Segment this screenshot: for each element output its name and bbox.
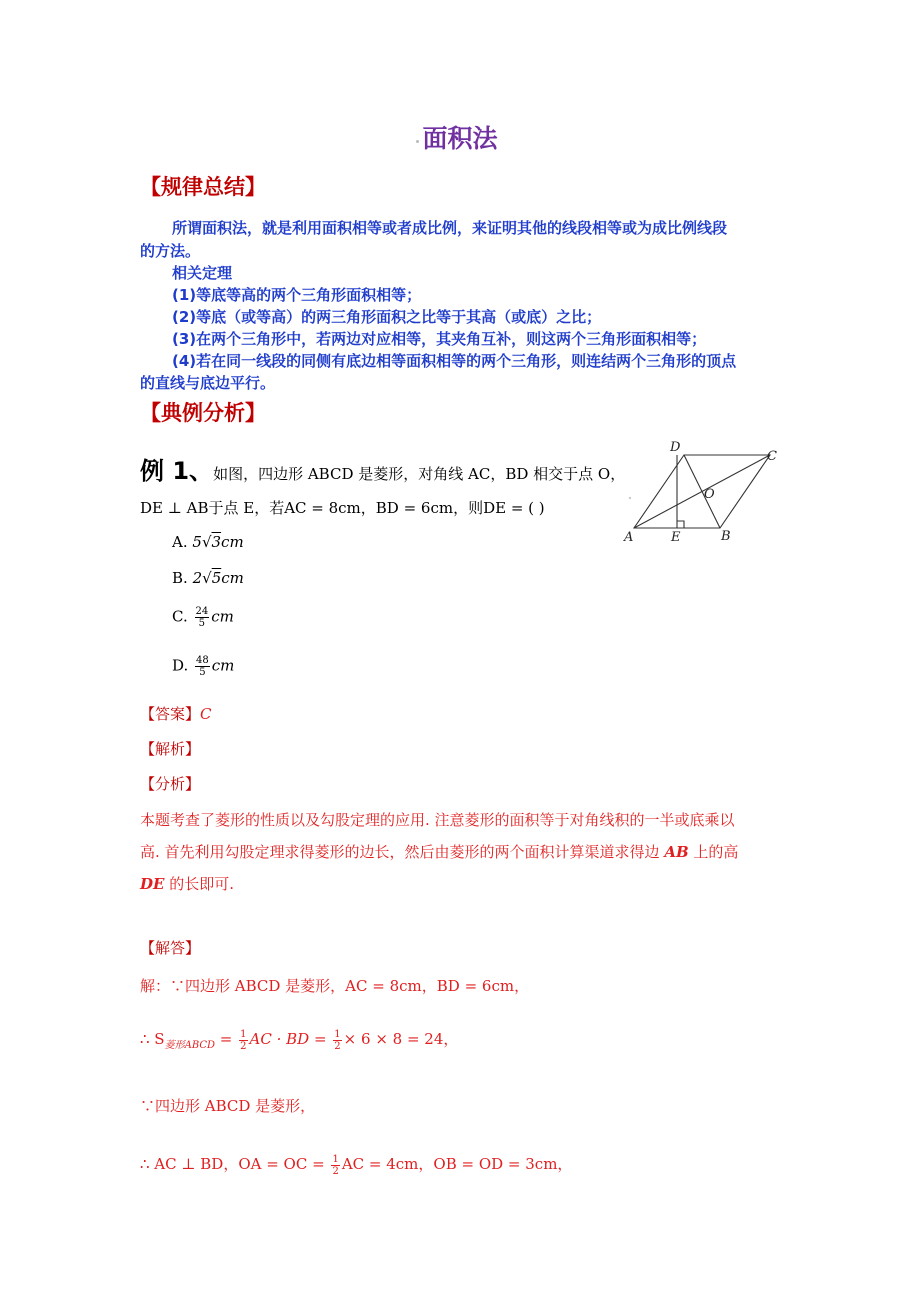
solution-line-4: ∴ AC ⊥ BD，OA = OC = $\frac{1}{2}$ AC = 4cm，OB = OD = 3cm， [140, 1153, 573, 1177]
option-a[interactable] [172, 533, 244, 551]
example-1-label: 例 1、 [140, 457, 214, 485]
theorem-item-4-continued: 的直线与底边平行。 [140, 374, 276, 392]
example-1-stem [140, 451, 625, 486]
analysis-paragraph [140, 804, 790, 900]
rules-intro-line-1: 所谓面积法，就是利用面积相等或者成比例，来证明其他的线段相等或为成比例线段 [172, 219, 728, 237]
half-fraction: $\frac{1}{2}$ [334, 1028, 341, 1052]
option-d-fraction: $\frac{48}{5}$ [196, 655, 209, 678]
section-heading-examples: 【典例分析】 [140, 401, 266, 425]
analysis-line-2: 高. 首先利用勾股定理求得菱形的边长，然后由菱形的两个面积计算渠道求得边 AB 上的高 [140, 843, 739, 861]
option-d[interactable]: D. $\frac{48}{5}$ cm [172, 655, 235, 678]
jiexi-label: 【解析】 [140, 740, 201, 758]
solution-line-2: ∴ $S_{菱形ABCD}$ = $\frac{1}{2}$ AC · BD = $\frac{1}{2}$ × 6 × 8 = 24， [140, 1028, 459, 1052]
theorem-item-3: (3)在两个三角形中，若两边对应相等，其夹角互补，则这两个三角形面积相等； [172, 330, 707, 348]
page-title: 面积法 [422, 124, 498, 153]
option-b-letter: B. [172, 569, 188, 587]
scan-speck [629, 497, 631, 499]
point-label-b: B [721, 529, 731, 544]
half-fraction: $\frac{1}{2}$ [240, 1028, 247, 1052]
option-b-value: 2√5cm [192, 569, 244, 587]
option-c-letter: C. [172, 607, 188, 626]
fenxi-label: 【分析】 [140, 775, 201, 793]
sqrt-symbol: √ [201, 533, 212, 551]
point-label-a: A [624, 530, 634, 545]
point-label-e: E [671, 530, 681, 545]
answer-line [140, 703, 212, 724]
solution-line-1: 解：∵四边形 ABCD 是菱形，AC = 8cm，BD = 6cm， [140, 977, 530, 995]
theorem-item-2: (2)等底（或等高）的两三角形面积之比等于其高（或底）之比； [172, 308, 602, 326]
theorems-heading: 相关定理 [172, 264, 233, 282]
analysis-line-1: 本题考查了菱形的性质以及勾股定理的应用. 注意菱形的面积等于对角线积的一半或底乘以 [140, 811, 735, 829]
option-c[interactable]: C. $\frac{24}{5}$ cm [172, 606, 234, 629]
analysis-line-3: DE 的长即可. [140, 875, 234, 893]
rhombus-figure [620, 436, 790, 546]
option-d-letter: D. [172, 656, 189, 675]
solution-line-3: ∵四边形 ABCD 是菱形， [140, 1097, 316, 1115]
sqrt-symbol: √ [202, 569, 212, 587]
rules-intro-line-2: 的方法。 [140, 242, 201, 260]
point-label-c: C [767, 449, 777, 464]
theorem-item-4: (4)若在同一线段的同侧有底边相等面积相等的两个三角形，则连结两个三角形的顶点 [172, 352, 737, 370]
example-1-stem-line-1: 如图，四边形 ABCD 是菱形，对角线 AC，BD 相交于点 O， [213, 465, 626, 483]
point-label-o: O [704, 487, 715, 502]
example-1-stem-line-2: DE ⊥ AB于点 E，若AC = 8cm，BD = 6cm，则DE = ( ) [140, 499, 545, 517]
half-fraction: $\frac{1}{2}$ [332, 1153, 339, 1177]
option-c-fraction: $\frac{24}{5}$ [195, 606, 209, 629]
option-b[interactable] [172, 569, 244, 587]
option-a-letter: A. [172, 533, 188, 551]
section-heading-rules: 【规律总结】 [140, 175, 266, 199]
point-label-d: D [670, 440, 681, 455]
answer-label: 【答案】 [140, 705, 201, 723]
jieda-label: 【解答】 [140, 939, 201, 957]
theorem-item-1: (1)等底等高的两个三角形面积相等； [172, 286, 422, 304]
right-angle-marker [677, 521, 684, 528]
option-a-value: 5√3cm [192, 533, 244, 551]
answer-value: C [200, 705, 212, 723]
